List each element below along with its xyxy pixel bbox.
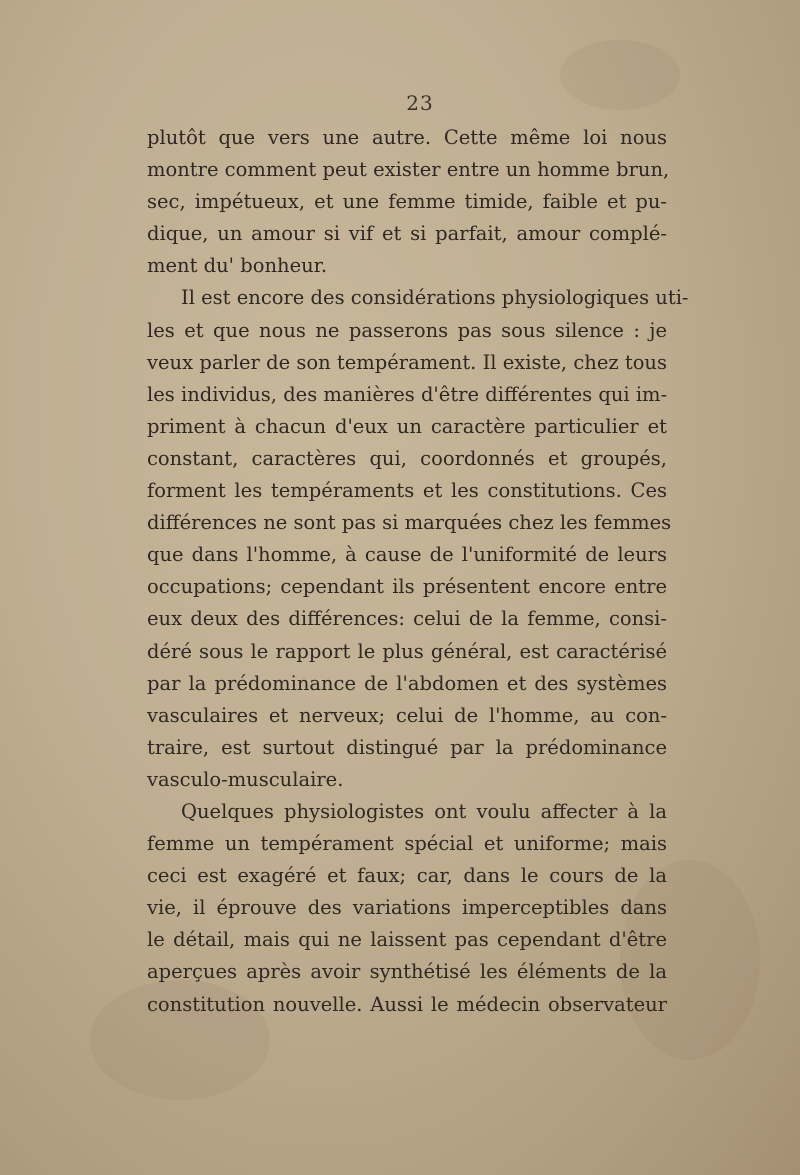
text-line: plutôt que vers une autre. Cette même loi nous: [147, 126, 667, 149]
text-line: dique, un amour si vif et si parfait, amour complé-: [147, 222, 667, 246]
text-line: aperçues après avoir synthétisé les éléments de la: [147, 960, 667, 984]
text-line: forment les tempéraments et les constitutions. Ces: [147, 479, 667, 503]
text-line: déré sous le rapport le plus général, est caractérisé: [147, 639, 667, 663]
text-line: Quelques physiologistes ont voulu affecter à la: [181, 799, 667, 823]
text-line: les et que nous ne passerons pas sous silence : je: [147, 318, 667, 342]
text-line: eux deux des différences: celui de la femme, consi-: [147, 607, 667, 631]
text-line: que dans l'homme, à cause de l'uniformité de leurs: [147, 543, 667, 567]
text-line: montre comment peut exister entre un homme brun,: [147, 158, 670, 182]
text-line: constant, caractères qui, coordonnés et groupés,: [147, 446, 667, 470]
text-line: vie, il éprouve des variations imperceptibles dans: [147, 896, 667, 920]
text-line: constitution nouvelle. Aussi le médecin observateur: [147, 992, 667, 1016]
page-number: 23: [406, 91, 434, 115]
body-text: [147, 122, 689, 1021]
text-line: occupations; cependant ils présentent encore entre: [147, 575, 667, 599]
text-line: veux parler de son tempérament. Il existe, chez tous: [147, 350, 667, 374]
text-line: traire, est surtout distingué par la prédominance: [147, 735, 667, 759]
text-line: les individus, des manières d'être différentes qui im-: [147, 382, 668, 406]
text-line: femme un tempérament spécial et uniforme; mais: [147, 832, 667, 856]
text-line: le détail, mais qui ne laissent pas cependant d'être: [147, 928, 667, 952]
text-line: ceci est exagéré et faux; car, dans le cours de la: [147, 864, 667, 888]
text-line: sec, impétueux, et une femme timide, faible et pu-: [147, 190, 667, 214]
text-line: priment à chacun d'eux un caractère particulier et: [147, 414, 667, 438]
text-line: ment du' bonheur.: [147, 254, 328, 278]
text-line: différences ne sont pas si marquées chez les femmes: [147, 511, 672, 535]
text-line: Il est encore des considérations physiologiques uti-: [181, 286, 689, 310]
text-line: vasculo-musculaire.: [147, 767, 344, 791]
text-line: vasculaires et nerveux; celui de l'homme, au con-: [147, 703, 667, 727]
text-line: par la prédominance de l'abdomen et des systèmes: [147, 671, 667, 695]
